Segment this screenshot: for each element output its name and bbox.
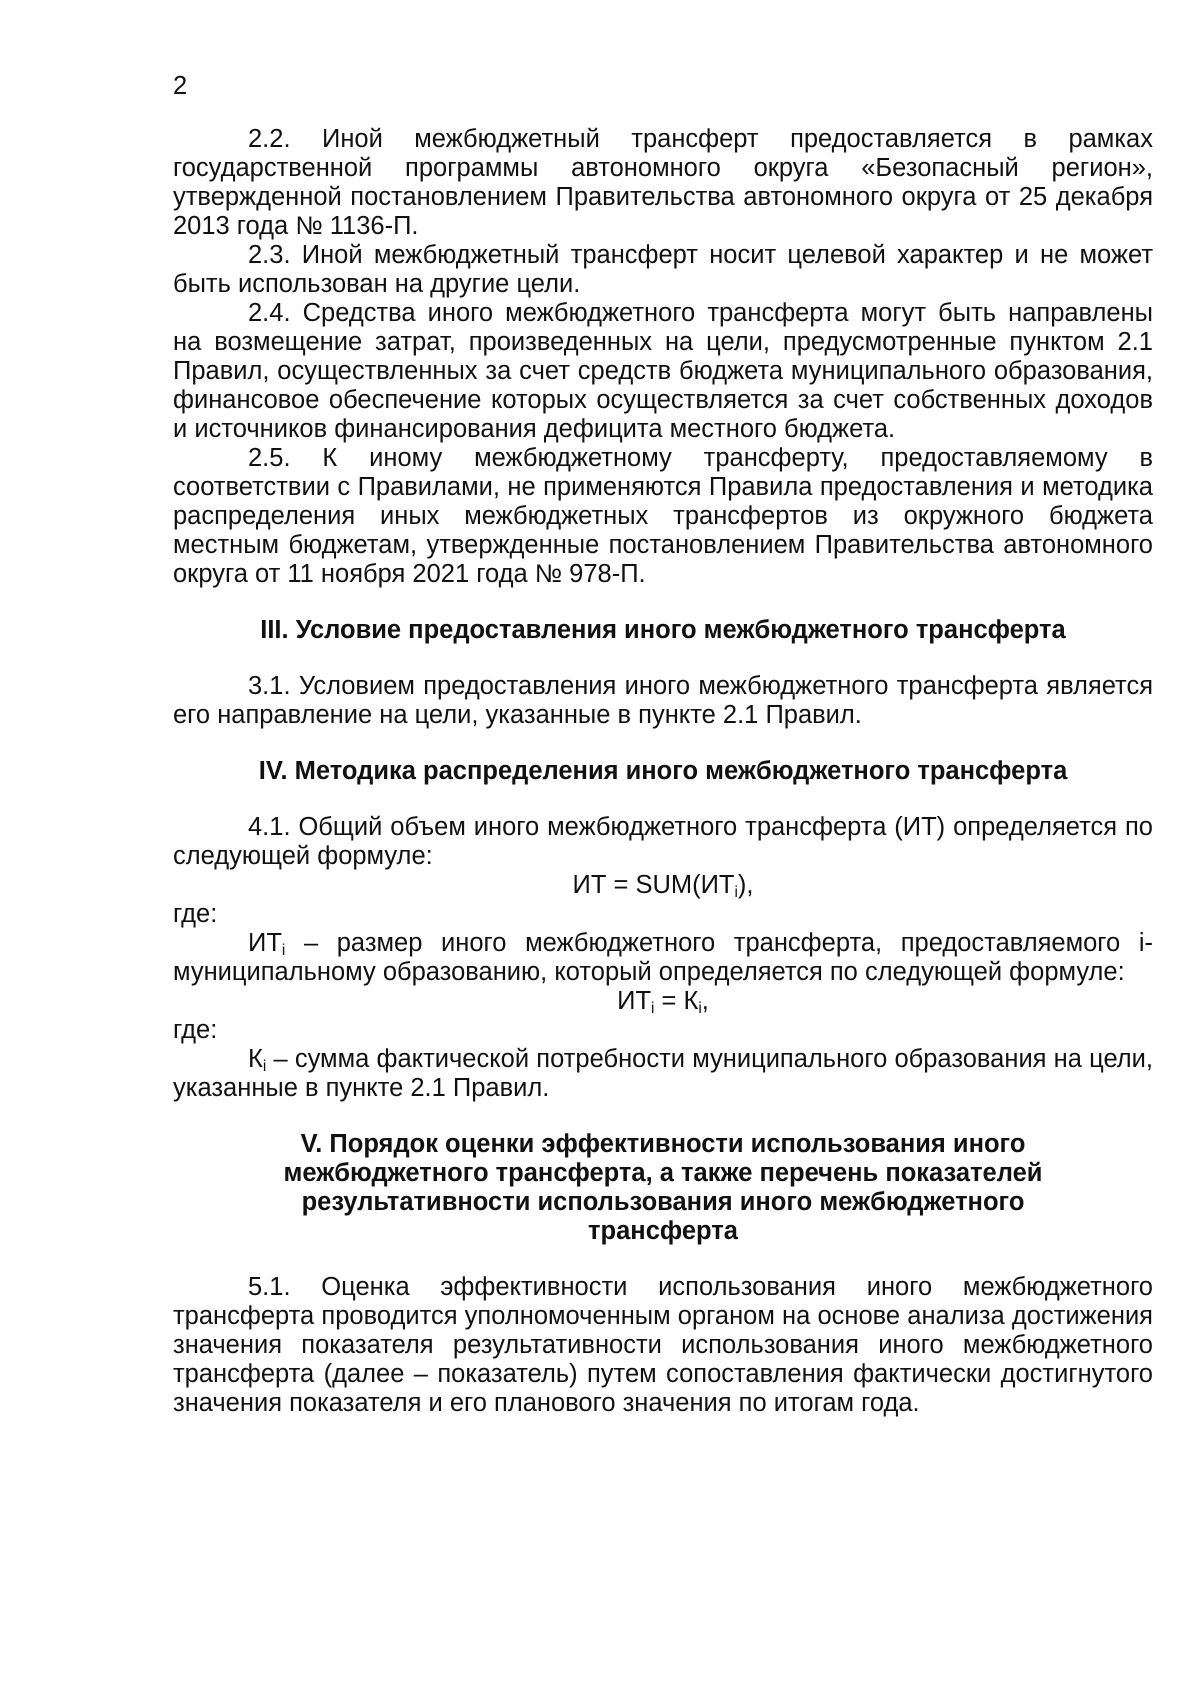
section-3-heading: III. Условие предоставления иного межбюджетного трансферта [260,616,1066,644]
where-label-1: где: [173,900,218,928]
section-5-heading-line: межбюджетного трансферта, а также перечень показателей [283,1159,1043,1187]
formula-total: ИТ = $SUM(ИТ_i)$, [572,871,754,901]
section-5-heading-line: результативности использования иного межбюджетного [301,1188,1025,1216]
section-4-heading: IV. Методика распределения иного межбюджетного трансферта [258,757,1068,785]
formula-iti: $ИТ_i = К_i$, [617,987,709,1017]
paragraph-4-1: 4.1. Общий объем иного межбюджетного трансферта (ИТ) определяется по следующей формуле: [173,813,1153,870]
paragraph-5-1: 5.1. Оценка эффективности использования иного межбюджетного трансферта проводится уполномоченным органом на основе анализа достижения значения показателя результативности использования иного межбюджетного трансферта (далее – показатель) путем сопоставления фактически достигнутого значения показателя и его планового значения по итогам года. [173,1273,1153,1417]
definition-iti: $ИТ_i$ – размер иного межбюджетного трансферта, предоставляемого i-муниципальному образованию, который определяется по следующей формуле: [173,929,1153,986]
paragraph-2-3: 2.3. Иной межбюджетный трансферт носит целевой характер и не может быть использован на другие цели. [173,241,1153,298]
definition-ki: $К_i$ – сумма фактической потребности муниципального образования на цели, указанные в пункте 2.1 Правил. [173,1045,1153,1102]
section-5-heading [173,1130,1153,1246]
paragraph-2-2: 2.2. Иной межбюджетный трансферт предоставляется в рамках государственной программы автономного округа «Безопасный регион», утвержденной постановлением Правительства автономного округа от 25 декабря 2013 года № 1136-П. [173,125,1153,240]
page-number: 2 [173,72,188,100]
where-label-2: где: [173,1016,218,1044]
document-body [173,125,1153,1418]
paragraph-2-4: 2.4. Средства иного межбюджетного трансферта могут быть направлены на возмещение затрат, произведенных на цели, предусмотренные пунктом 2.1 Правил, осуществленных за счет средств бюджета муниципального образования, финансовое обеспечение которых осуществляется за счет собственных доходов и источников финансирования дефицита местного бюджета. [173,299,1153,443]
section-5-heading-line: V. Порядок оценки эффективности использования иного [300,1130,1026,1158]
paragraph-2-5: 2.5. К иному межбюджетному трансферту, предоставляемому в соответствии с Правилами, не применяются Правила предоставления и методика распределения иных межбюджетных трансфертов из окружного бюджета местным бюджетам, утвержденные постановлением Правительства автономного округа от 11 ноября 2021 года № 978-П. [173,444,1153,588]
section-5-heading-line: трансферта [588,1217,738,1245]
paragraph-3-1: 3.1. Условием предоставления иного межбюджетного трансферта является его направление на цели, указанные в пункте 2.1 Правил. [173,672,1153,729]
